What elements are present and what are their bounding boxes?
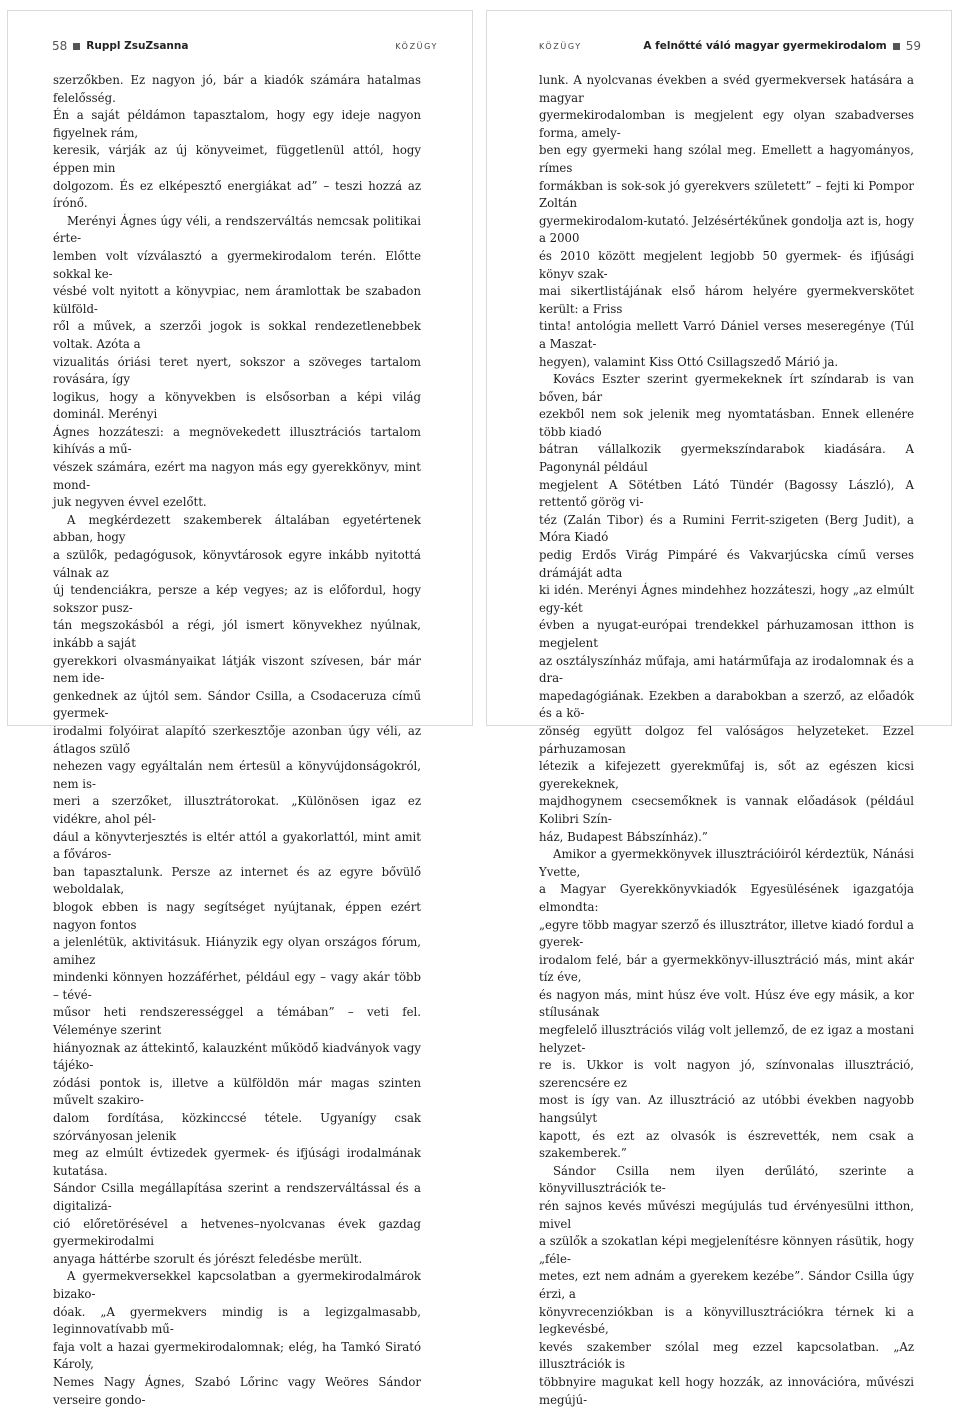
left-page — [7, 10, 473, 1407]
left-section-tag: KÖZÜGY — [395, 41, 438, 51]
right-paragraph-1: lunk. A nyolcvanas években a svéd gyermekversek hatására a magyar gyermekirodalomban is megjelent egy olyan szabadverses forma, amely- ben egy gyermeki hang szólal meg. Emellett a hagyományos, rímes formákban is sok-sok jó gyerekvers született” – fejti ki Pompor Zoltán gyermekirodalom-kutató. Jelzésértékűnek gondolja azt is, hogy a 2000 és 2010 között megjelent legjobb 50 gyermek- és ifjúsági könyv szak- mai sikertlistájának első három helyére gyermekverskötet került: a Friss tinta! antológia mellett Varró Dániel verses meseregénye (Túl a Maszat- hegyen), valamint Kiss Ottó Csillagszedő Márió ja. — [539, 73, 914, 369]
left-page-author: Ruppl ZsuZsanna — [86, 40, 189, 52]
right-page-title: A felnőtté váló magyar gyermekirodalom — [643, 40, 887, 52]
page-marker-square — [893, 43, 900, 50]
left-paragraph-1: szerzőkben. Ez nagyon jó, bár a kiadók számára hatalmas felelősség. Én a saját példámon tapasztalom, hogy egy ideje nagyon figyelnek rám, keresik, várják az új könyveimet, függetlenül attól, hogy éppen min dolgozom. És ez elképesztő energiákat ad” – teszi hozzá az írónő. — [53, 73, 421, 211]
left-paragraph-2: Merényi Ágnes úgy véli, a rendszerváltás nemcsak politikai érte- lemben volt vízválasztó a gyermekirodalom terén. Előtte sokkal ke- vésbé volt nyitott a könyvpiac, nem áramlottak be szabadon külföld- ről a művek, a szerzői jogok is sokkal rendezetlenebbek voltak. Azóta a vizualitás óriási teret nyert, sokszor a szöveges tartalom rovására, így logikus, hogy a könyvekben is elsősorban a képi világ dominál. Merényi Ágnes hozzáteszi: a megnövekedett illusztrációs tartalom kihívás a mű- vészek számára, ezért ma nagyon más egy gyerekkönyv, mint mond- juk negyven évvel ezelőtt. — [53, 213, 421, 510]
left-head-group — [52, 39, 188, 53]
right-paragraph-2: Kovács Eszter szerint gyermekeknek írt színdarab is van bőven, bár ezekből nem sok jelenik meg nyomtatásban. Ennek ellenére több kiadó bátran vállalkozik gyermekszíndarabok kiadására. A Pagonynál például megjelent A Sötétben Látó Tündér (Bagossy László), A rettentő görög vi- téz (Zalán Tibor) és a Rumini Ferrit-szigeten (Berg Judit), a Móra Kiadó pedig Erdős Virág Pimpáré és Vakvarjúcska című verses drámáját adta ki idén. Merényi Ágnes mindehhez hozzáteszi, hogy „az elmúlt egy-két évben a nyugat-európai trendekkel párhuzamosan itthon is megjelent az osztályszínház műfaja, ami határműfaja az irodalomnak és a dra- mapedagógiának. Ezekben a darabokban a szerző, az előadók és a kö- zönség együtt dolgoz fel valóságos helyzeteket. Ezzel párhuzamosan létezik a kifejezett gyerekműfaj is, sőt az egészen kicsi gyerekeknek, majdhogynem csecsemőknek is vannak előadások (például Kolibri Szín- ház, Budapest Bábszínház).” — [539, 372, 914, 844]
right-page — [486, 10, 952, 1407]
right-section-tag: KÖZÜGY — [539, 41, 582, 51]
left-page-number: 58 — [52, 39, 68, 53]
right-head-group — [643, 39, 921, 53]
left-paragraph-3: A megkérdezett szakemberek általában egyetértenek abban, hogy a szülők, pedagógusok, könyvtárosok egyre inkább nyitottá válnak az új tendenciákra, persze a kép vegyes; az is előfordul, hogy sokszor pusz- tán megszokásból a régi, jól ismert könyvekhez nyúlnak, inkább a saját gyerekkori olvasmányaikat látják viszont szívesen, bár már nem ide- genkednek az újtól sem. Sándor Csilla, a Csodaceruza című gyermek- irodalmi folyóirat alapító szerkesztője azonban úgy véli, az átlagos szülő nehezen vagy egyáltalán nem értesül a könyvújdonságokról, nem is- meri a szerzőket, illusztrátorokat. „Különösen igaz ez vidékre, ahol pél- dául a könyvterjesztés is eltér attól a gyakorlattól, mint amit a főváros- ban tapasztalunk. Persze az internet és az egyre bővülő weboldalak, blogok ebben is nagy segítséget nyújtanak, éppen ezért nagyon fontos a jelenlétük, aktivitásuk. Hiányzik egy olyan országos fórum, amihez mindenki könnyen hozzáférhet, például egy – vagy akár több – tévé- műsor heti rendszerességgel a témában” – veti fel. Véleménye szerint hiányoznak az áttekintő, kalauzként működő kiadványok vagy tájéko- zódási pontok is, illetve a külföldön már magas szinten művelt szakiro- dalom fordítása, közkinccsé tétele. Ugyanígy csak szórványosan jelenik meg az elmúlt évtizedek gyermek- és ifjúsági irodalmának kutatása. Sándor Csilla megállapítása szerint a rendszerváltással és a digitalizá- ció előretörésével a hetvenes–nyolcvanas évek gazdag gyermekirodalmi anyaga háttérbe szorult és jórészt feledésbe merült. — [53, 512, 421, 1266]
right-page-number: 59 — [905, 39, 921, 53]
right-paragraph-3: Amikor a gyermekkönyvek illusztrációiról kérdeztük, Nánási Yvette, a Magyar Gyerekkönyvkiadók Egyesülésének igazgatója elmondta: „egyre több magyar szerző és illusztrátor, illetve kiadó fordul a gyerek- irodalom felé, bár a gyermekkönyv-illusztráció más, mint akár tíz éve, és nagyon más, mint húsz éve volt. Húsz éve egy másik, a kor stílusának megfelelő illusztrációs világ volt jellemző, de ez igaz a mostani helyzet- re is. Ukkor is volt nagyon jó, színvonalas illusztráció, szerencsére ez most is így van. Az illusztráció az utóbbi években nagyobb hangsúlyt kapott, és ezt az olvasók is észrevették, nem csak a szakemberek.” — [539, 847, 914, 1161]
left-body-text — [53, 72, 421, 1409]
left-running-head — [52, 38, 438, 54]
page-marker-square — [73, 43, 80, 50]
right-body-text — [539, 72, 914, 1409]
right-paragraph-4: Sándor Csilla nem ilyen derűlátó, szerinte a könyvillusztrációk te- rén sajnos kevés művészi megújulás tud érvényesülni itthon, mivel a szülők a szokatlan képi megjelenítésre könnyen rásütik, hogy „féle- metes, ezt nem adnám a gyerekem kezébe”. Sándor Csilla úgy érzi, a könyvrecenziókban is a könyvillusztrációkra térnek ki a legkevésbé, kevés szakember szólal meg ezzel kapcsolatban. „Az illusztrációk is többnyire magukat kell hogy hozzák, az innovációra, művészi megújú- — [539, 1163, 914, 1407]
left-paragraph-4: A gyermekversekkel kapcsolatban a gyermekirodalmárok bizako- dóak. „A gyermekvers mindig is a legizgalmasabb, leginnovatívabb mű- faja volt a hazai gyermekirodalomnak; elég, ha Tamkó Sirató Károly, Nemes Nagy Ágnes, Szabó Lőrinc vagy Weöres Sándor verseire gondo- — [53, 1269, 421, 1407]
right-running-head — [539, 38, 921, 54]
